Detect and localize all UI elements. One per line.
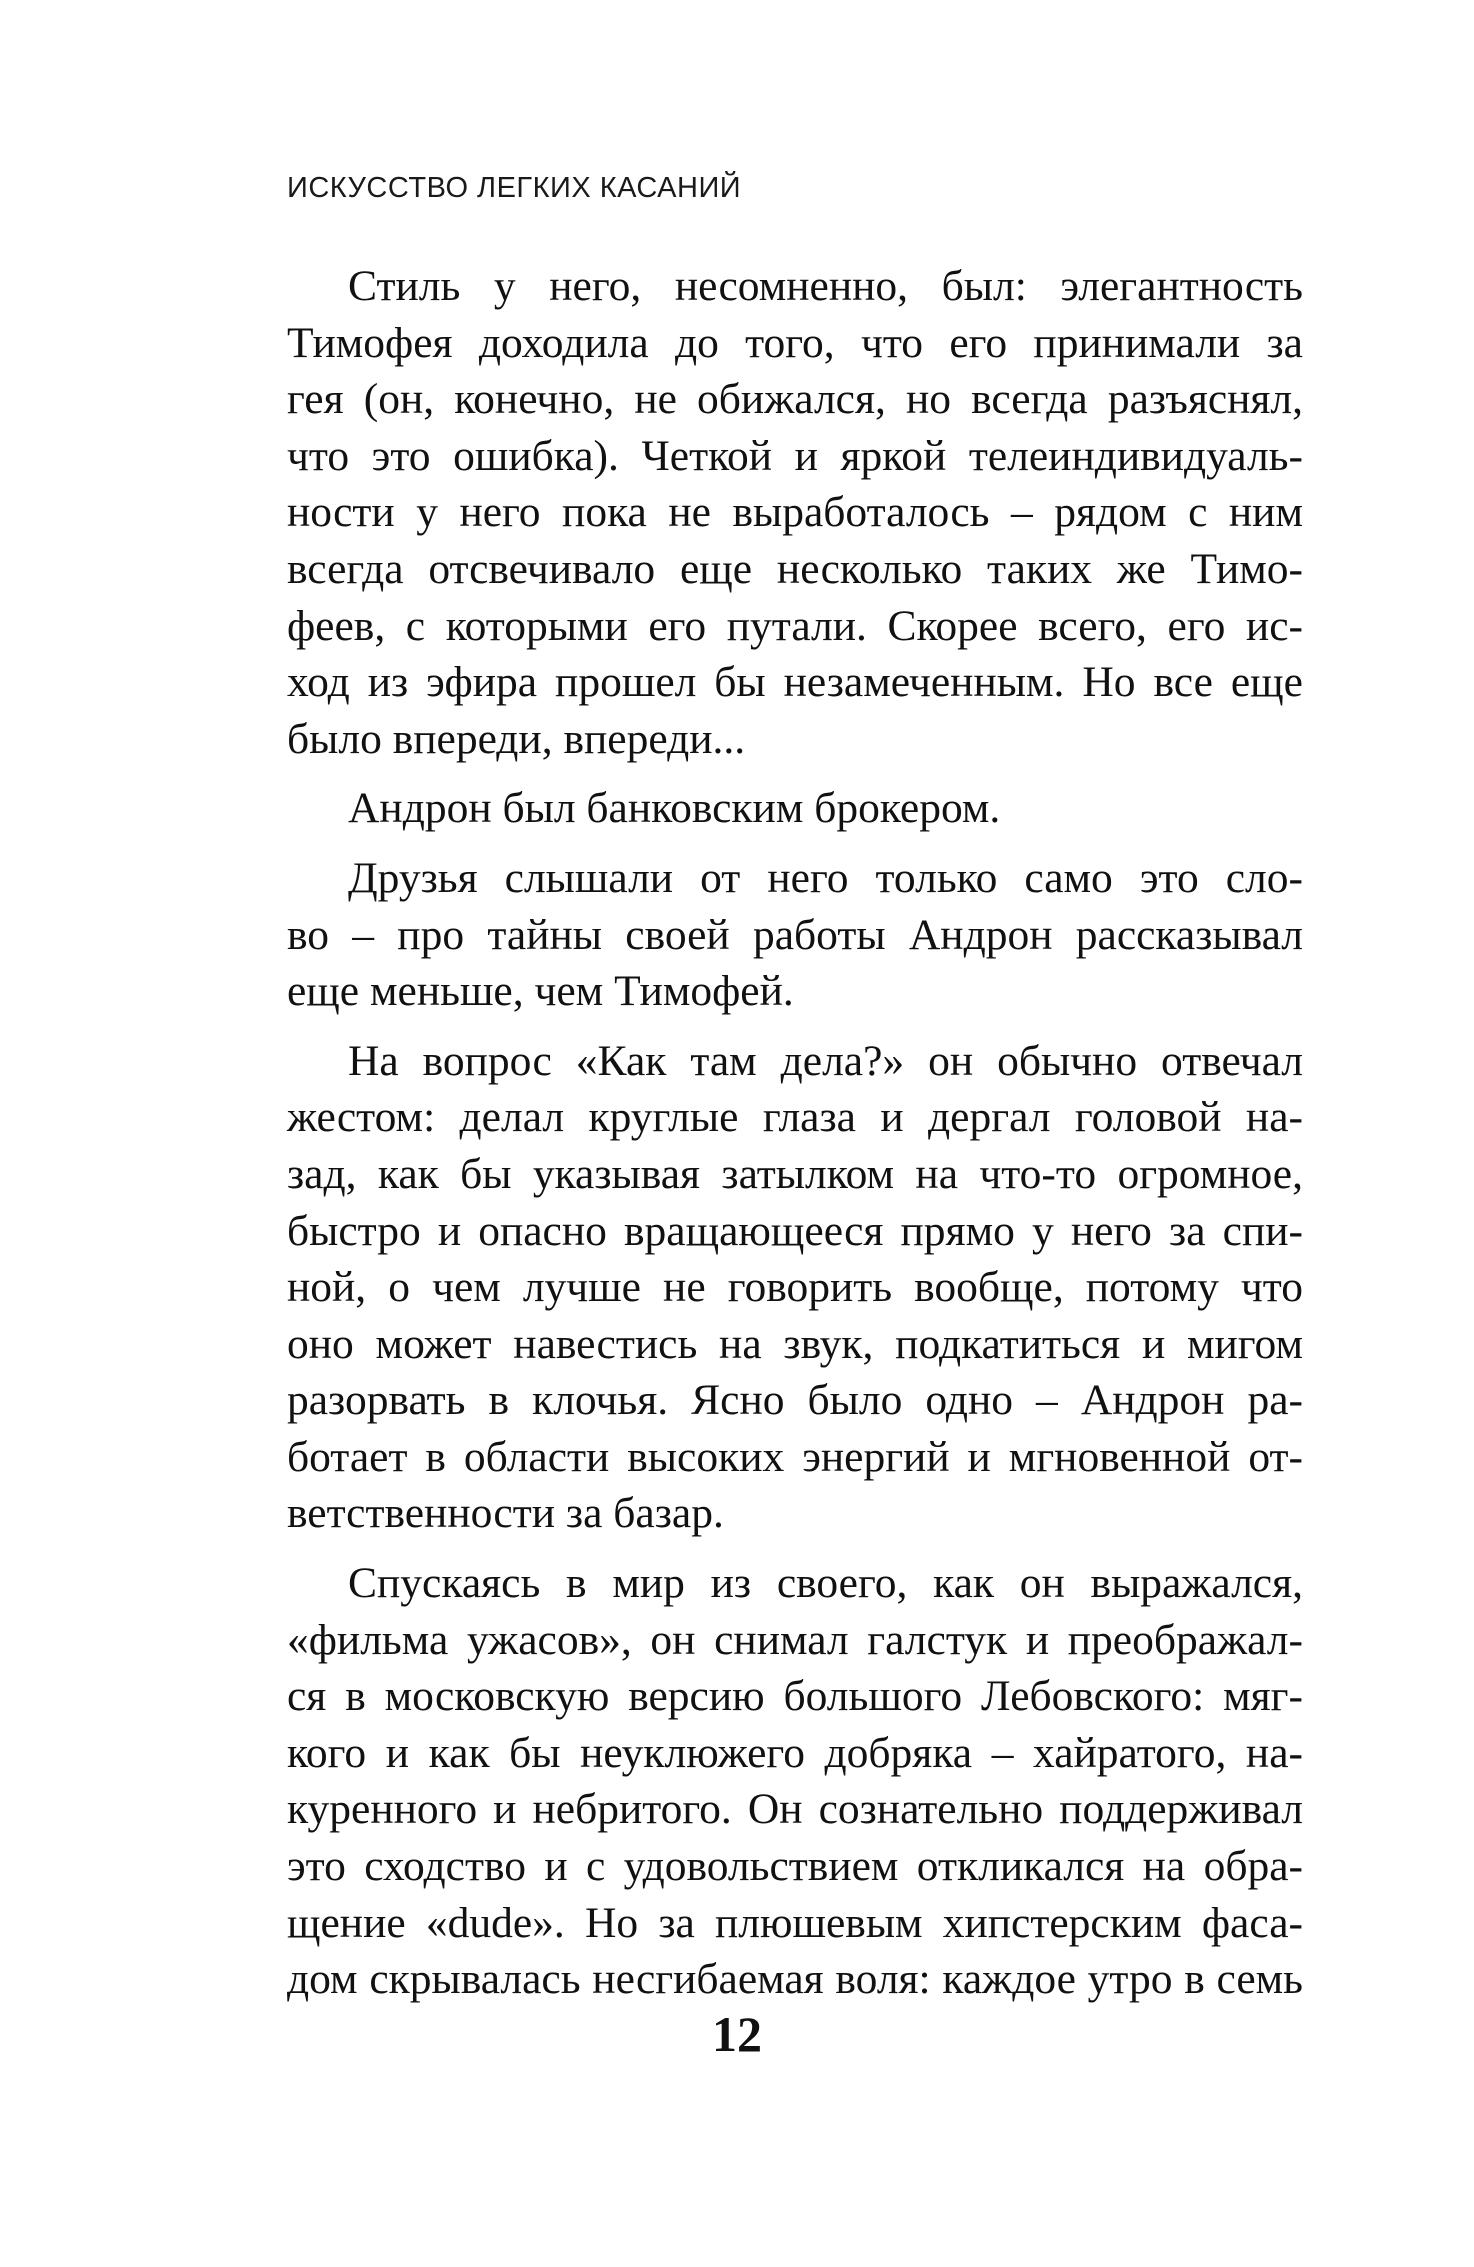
text-line: разорвать в клочья. Ясно было одно – Андрон ра-: [287, 1376, 1303, 1425]
text-line: во – про тайны своей работы Андрон рассказывал: [287, 910, 1303, 959]
text-line: Тимофея доходила до того, что его принимали за: [287, 318, 1303, 367]
text-line: Стиль у него, несомненно, был: элегантность: [348, 262, 1303, 310]
page-number: 12: [712, 2006, 762, 2062]
text-line: «фильма ужасов», он снимал галстук и преображал-: [287, 1615, 1303, 1664]
text-line: жестом: делал круглые глаза и дергал головой на-: [287, 1093, 1303, 1142]
text-line: щение «dude». Но за плюшевым хипстерским фаса-: [287, 1898, 1303, 1947]
text-line: кого и как бы неуклюжего добряка – хайратого, на-: [287, 1728, 1303, 1777]
text-line: ветственности за базар.: [287, 1489, 724, 1538]
text-line: что это ошибка). Четкой и яркой телеиндивидуаль-: [287, 431, 1303, 480]
text-line: еще меньше, чем Тимофей.: [287, 967, 794, 1016]
paragraph: [287, 1033, 1303, 1542]
text-line: На вопрос «Как там дела?» он обычно отвечал: [348, 1036, 1303, 1085]
text-line: всегда отсвечивало еще несколько таких же Тимо-: [287, 544, 1303, 593]
text-line: Андрон был банковским брокером.: [348, 784, 1001, 833]
text-line: куренного и небритого. Он сознательно поддерживал: [287, 1785, 1303, 1834]
paragraph: [287, 258, 1303, 767]
text-line: ботает в области высоких энергий и мгновенной от-: [287, 1432, 1303, 1481]
text-line: было впереди, впереди...: [287, 714, 746, 763]
text-line: ности у него пока не выработалось – рядом с ним: [287, 488, 1303, 537]
text-line: это сходство и с удовольствием откликался на обра-: [287, 1842, 1303, 1891]
text-line: зад, как бы указывая затылком на что-то огромное,: [287, 1149, 1303, 1198]
text-line: феев, с которыми его путали. Скорее всего, его ис-: [287, 601, 1303, 650]
text-line: ся в московскую версию большого Лебовского: мяг-: [287, 1672, 1303, 1721]
text-line: дом скрывалась несгибаемая воля: каждое утро в семь: [287, 1955, 1303, 2004]
text-line: быстро и опасно вращающееся прямо у него за спи-: [287, 1206, 1303, 1255]
body-text: [287, 258, 1303, 2008]
paragraph: [287, 1555, 1303, 2008]
text-line: ной, о чем лучше не говорить вообще, потому что: [287, 1263, 1303, 1312]
paragraph: [287, 780, 1303, 837]
text-line: оно может навестись на звук, подкатиться и мигом: [287, 1319, 1303, 1368]
paragraph: [287, 850, 1303, 1020]
running-head: ИСКУССТВО ЛЕГКИХ КАСАНИЙ: [287, 172, 742, 204]
text-line: гея (он, конечно, не обижался, но всегда разъяснял,: [287, 375, 1303, 424]
text-line: ход из эфира прошел бы незамеченным. Но все еще: [287, 658, 1303, 707]
text-line: Спускаясь в мир из своего, как он выражался,: [348, 1559, 1303, 1608]
text-line: Друзья слышали от него только само это сло-: [348, 853, 1303, 902]
